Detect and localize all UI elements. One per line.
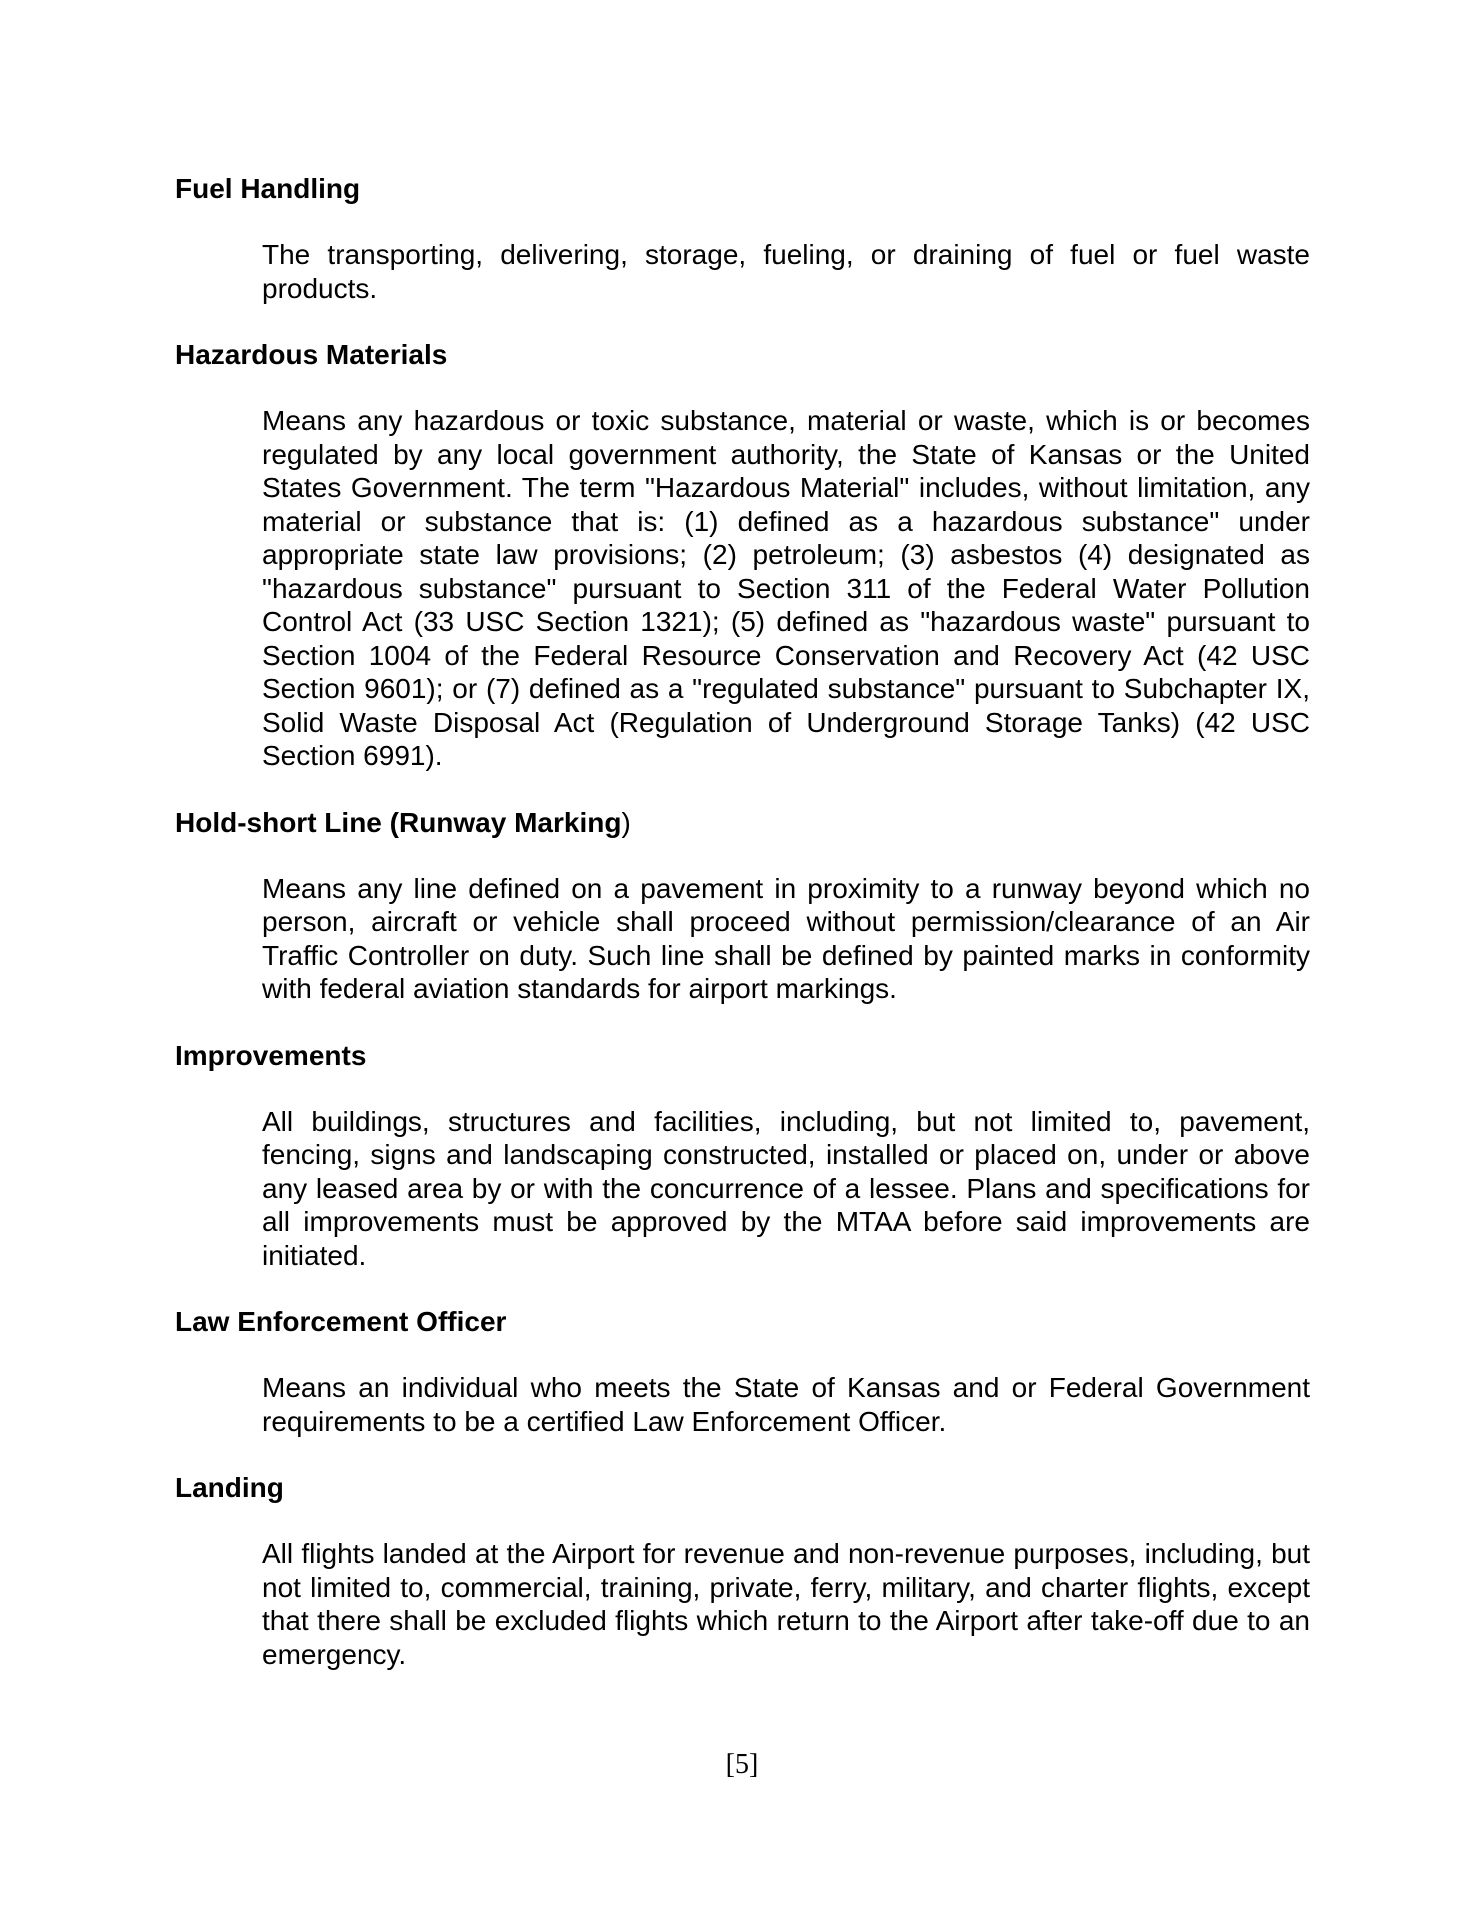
term-definition: Means any line defined on a pavement in proximity to a runway beyond which no person, aircraft or vehicle shall proceed without permission/clearance of an Air Traffic Controller on duty. Such line shall be defined by painted marks in conformity with federal aviation standards for airport markings. — [262, 872, 1310, 1004]
term-heading: Law Enforcement Officer — [175, 1306, 507, 1337]
definition-entry-hazardous-materials — [175, 338, 1310, 773]
term-heading: Hold-short Line (Runway Marking) — [175, 806, 631, 838]
term-definition: Means any hazardous or toxic substance, material or waste, which is or becomes regulated by any local government authority, the State of Kansas or the United States Government. The term "Hazardous Material" includes, without limitation, any material or substance that is: (1) defined as a hazardous substance" under appropriate state law provisions; (2) petroleum; (3) asbestos (4) designated as "hazardous substance" pursuant to Section 311 of the Federal Water Pollution Control Act (33 USC Section 1321); (5) defined as "hazardous waste" pursuant to Section 1004 of the Federal Resource Conservation and Recovery Act (42 USC Section 9601); or (7) defined as a "regulated substance" pursuant to Subchapter IX, Solid Waste Disposal Act (Regulation of Underground Storage Tanks) (42 USC Section 6991). — [262, 405, 1310, 771]
term-heading: Landing — [175, 1472, 284, 1503]
definition-entry-improvements — [175, 1039, 1310, 1273]
definition-entry-hold-short-line — [175, 806, 1310, 1006]
definition-entry-fuel-handling — [175, 172, 1310, 305]
term-heading: Improvements — [175, 1039, 367, 1071]
definitions-list — [175, 172, 1310, 1704]
term-definition: All flights landed at the Airport for revenue and non-revenue purposes, including, but not limited to, commercial, training, private, ferry, military, and charter flights, except that there shall be excluded flights which return to the Airport after take-off due to an emergency. — [262, 1538, 1310, 1670]
definition-entry-landing — [175, 1471, 1310, 1671]
term-heading: Hazardous Materials — [175, 339, 448, 370]
definition-entry-law-enforcement-officer — [175, 1305, 1310, 1438]
term-heading: Fuel Handling — [175, 173, 361, 204]
term-definition: Means an individual who meets the State of Kansas and or Federal Government requirements to be a certified Law Enforcement Officer. — [262, 1372, 1310, 1437]
term-definition: All buildings, structures and facilities, including, but not limited to, pavement, fencing, signs and landscaping constructed, installed or placed on, under or above any leased area by or with the concurrence of a lessee. Plans and specifications for all improvements must be approved by the MTAA before said improvements are initiated. — [262, 1105, 1310, 1271]
page-number: [5] — [725, 1749, 759, 1780]
term-definition: The transporting, delivering, storage, fueling, or draining of fuel or fuel waste products. — [262, 239, 1310, 304]
